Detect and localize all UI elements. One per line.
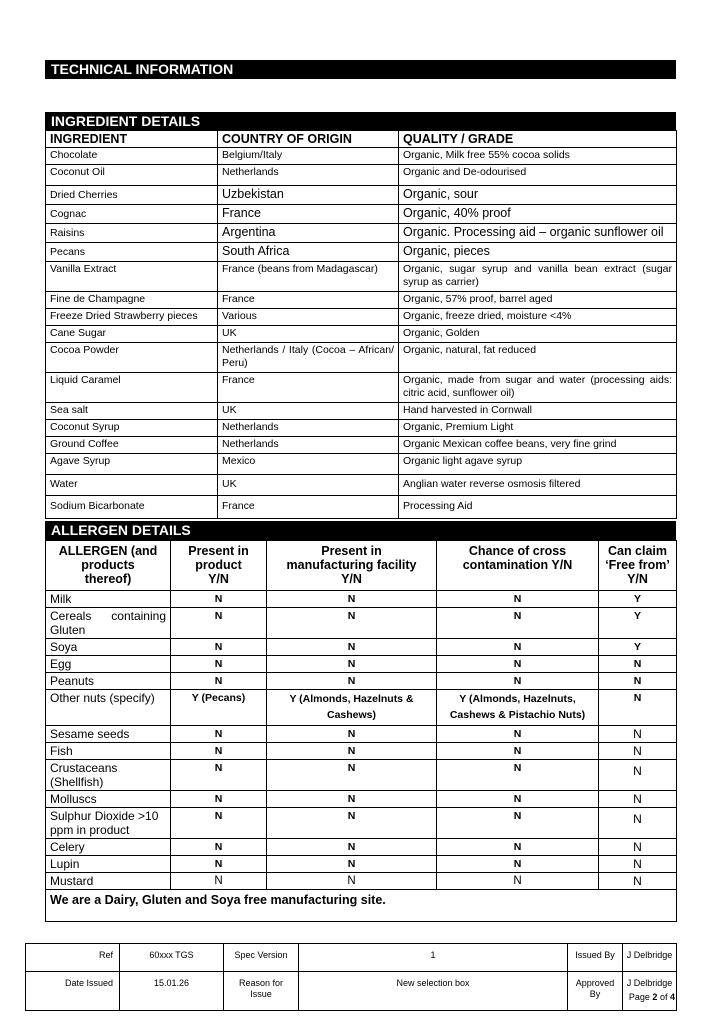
ingredient-name: Pecans [46, 243, 218, 262]
present-in-product: N [171, 591, 267, 608]
table-row [46, 656, 677, 673]
present-in-product: N [171, 808, 267, 839]
quality-grade: Hand harvested in Cornwall [399, 403, 677, 420]
ingredient-table [45, 130, 677, 519]
present-in-product: N [171, 608, 267, 639]
free-from-col-header: Can claim ‘Free from’ Y/N [599, 541, 677, 591]
cross-contamination-col-header: Chance of cross contamination Y/N [437, 541, 599, 591]
country-of-origin: UK [218, 475, 399, 496]
free-from-claim: N [599, 690, 677, 726]
allergen-name: Soya [46, 639, 171, 656]
ingredient-name: Liquid Caramel [46, 373, 218, 403]
allergen-name: Lupin [46, 856, 171, 873]
table-row [46, 403, 677, 420]
country-of-origin: South Africa [218, 243, 399, 262]
ref-label: Ref [26, 944, 120, 972]
spec-version-value: 1 [299, 944, 568, 972]
ingredient-details-header: INGREDIENT DETAILS [45, 112, 676, 131]
allergen-name: Sulphur Dioxide >10 ppm in product [46, 808, 171, 839]
approved-by-label: Approved By [568, 972, 623, 1011]
table-row [46, 343, 677, 373]
table-row [46, 743, 677, 760]
country-of-origin: France [218, 373, 399, 403]
country-of-origin: France [218, 496, 399, 519]
country-of-origin: France [218, 205, 399, 224]
present-in-product: N [171, 856, 267, 873]
table-row [46, 591, 677, 608]
quality-grade: Organic. Processing aid – organic sunflower oil [399, 224, 677, 243]
present-in-product: N [171, 656, 267, 673]
ingredient-name: Sea salt [46, 403, 218, 420]
cross-contamination: Y (Almonds, Hazelnuts, Cashews & Pistachio Nuts) [437, 690, 599, 726]
table-row [46, 165, 677, 186]
present-in-product: N [171, 791, 267, 808]
quality-grade: Organic, sour [399, 186, 677, 205]
table-row [46, 673, 677, 690]
table-row [46, 148, 677, 165]
ingredient-name: Agave Syrup [46, 454, 218, 475]
cross-contamination: N [437, 856, 599, 873]
quality-grade: Organic, 40% proof [399, 205, 677, 224]
page-number [629, 992, 675, 1002]
table-row [46, 496, 677, 519]
technical-information-header: TECHNICAL INFORMATION [45, 60, 676, 79]
ingredient-name: Coconut Syrup [46, 420, 218, 437]
ingredient-table-header-row [46, 131, 677, 148]
present-in-product: N [171, 760, 267, 791]
present-in-facility: N [267, 608, 437, 639]
country-of-origin: Netherlands / Italy (Cocoa – African/ Peru) [218, 343, 399, 373]
table-row [46, 205, 677, 224]
free-from-claim: N [599, 743, 677, 760]
present-in-facility: N [267, 656, 437, 673]
free-from-claim: N [599, 760, 677, 791]
present-in-product: Y (Pecans) [171, 690, 267, 726]
quality-grade: Organic, freeze dried, moisture <4% [399, 309, 677, 326]
allergen-name-text: Cereals containing Gluten [50, 609, 166, 637]
cross-contamination: N [437, 639, 599, 656]
document-control-row [26, 972, 677, 1011]
page-prefix: Page [628, 992, 650, 1002]
quality-grade: Organic and De-odourised [399, 165, 677, 186]
ingredient-name: Coconut Oil [46, 165, 218, 186]
cross-contamination: N [437, 726, 599, 743]
ingredient-name: Cocoa Powder [46, 343, 218, 373]
quality-grade: Organic, Milk free 55% cocoa solids [399, 148, 677, 165]
quality-col-header: QUALITY / GRADE [399, 131, 677, 148]
present-in-facility: N [267, 639, 437, 656]
country-of-origin: Belgium/Italy [218, 148, 399, 165]
allergen-table [45, 540, 677, 922]
cross-contamination: N [437, 673, 599, 690]
date-issued-value: 15.01.26 [120, 972, 224, 1011]
present-in-product-col-header: Present in product Y/N [171, 541, 267, 591]
table-row [46, 791, 677, 808]
approved-by-value: J Delbridge [623, 972, 677, 1011]
free-from-claim: N [599, 726, 677, 743]
present-in-facility: N [267, 839, 437, 856]
country-of-origin: Mexico [218, 454, 399, 475]
allergen-name: Egg [46, 656, 171, 673]
table-row [46, 454, 677, 475]
quality-grade: Organic, pieces [399, 243, 677, 262]
ingredient-name: Cane Sugar [46, 326, 218, 343]
allergen-col-header: ALLERGEN (and products thereof) [46, 541, 171, 591]
present-in-product: N [171, 873, 267, 890]
present-in-product: N [171, 839, 267, 856]
allergen-table-header-row [46, 541, 677, 591]
issued-by-value: J Delbridge [623, 944, 677, 972]
quality-grade: Organic Mexican coffee beans, very fine grind [399, 437, 677, 454]
issued-by-label: Issued By [568, 944, 623, 972]
allergen-name: Peanuts [46, 673, 171, 690]
quality-grade: Organic, natural, fat reduced [399, 343, 677, 373]
spec-version-label: Spec Version [224, 944, 299, 972]
free-from-claim: N [599, 856, 677, 873]
table-row [46, 856, 677, 873]
country-of-origin: Netherlands [218, 437, 399, 454]
present-in-facility: N [267, 591, 437, 608]
present-in-facility: Y (Almonds, Hazelnuts & Cashews) [267, 690, 437, 726]
free-from-claim: N [599, 873, 677, 890]
free-from-claim: Y [599, 639, 677, 656]
ingredient-name: Vanilla Extract [46, 262, 218, 292]
present-in-facility: N [267, 791, 437, 808]
cross-contamination: N [437, 608, 599, 639]
ingredient-name: Raisins [46, 224, 218, 243]
document-control-table [25, 943, 677, 1011]
present-in-facility: N [267, 856, 437, 873]
present-in-product: N [171, 639, 267, 656]
table-row [46, 243, 677, 262]
ingredient-name: Chocolate [46, 148, 218, 165]
table-row [46, 326, 677, 343]
cross-contamination: N [437, 591, 599, 608]
cross-contamination: N [437, 791, 599, 808]
quality-grade: Organic, 57% proof, barrel aged [399, 292, 677, 309]
ingredient-name: Dried Cherries [46, 186, 218, 205]
table-row [46, 475, 677, 496]
free-from-claim: N [599, 656, 677, 673]
ingredient-col-header: INGREDIENT [46, 131, 218, 148]
present-in-product: N [171, 726, 267, 743]
ingredient-name: Fine de Champagne [46, 292, 218, 309]
allergen-name: Other nuts (specify) [46, 690, 171, 726]
table-row [46, 808, 677, 839]
free-from-claim: N [599, 808, 677, 839]
quality-grade: Organic, Golden [399, 326, 677, 343]
table-row [46, 639, 677, 656]
table-row [46, 873, 677, 890]
cross-contamination: N [437, 656, 599, 673]
present-in-facility: N [267, 673, 437, 690]
present-in-product: N [171, 743, 267, 760]
page-current: 2 [652, 992, 658, 1002]
reason-label: Reason for Issue [224, 972, 299, 1011]
table-row [46, 839, 677, 856]
date-issued-label: Date Issued [26, 972, 120, 1011]
country-of-origin: Netherlands [218, 420, 399, 437]
cross-contamination: N [437, 839, 599, 856]
country-of-origin: UK [218, 403, 399, 420]
free-from-claim: Y [599, 608, 677, 639]
ingredient-name: Cognac [46, 205, 218, 224]
table-row [46, 292, 677, 309]
allergen-name: Milk [46, 591, 171, 608]
cross-contamination: N [437, 873, 599, 890]
country-col-header: COUNTRY OF ORIGIN [218, 131, 399, 148]
table-row [46, 420, 677, 437]
allergen-name: Celery [46, 839, 171, 856]
ingredient-name: Ground Coffee [46, 437, 218, 454]
table-row [46, 437, 677, 454]
present-in-facility: N [267, 760, 437, 791]
cross-contamination: N [437, 808, 599, 839]
free-from-claim: N [599, 791, 677, 808]
allergen-name: Molluscs [46, 791, 171, 808]
present-in-facility: N [267, 726, 437, 743]
reason-value: New selection box [299, 972, 568, 1011]
quality-grade: Organic light agave syrup [399, 454, 677, 475]
present-in-facility: N [267, 743, 437, 760]
table-row [46, 186, 677, 205]
ingredient-name: Sodium Bicarbonate [46, 496, 218, 519]
country-of-origin: UK [218, 326, 399, 343]
cross-contamination: N [437, 743, 599, 760]
table-row [46, 224, 677, 243]
country-of-origin: Netherlands [218, 165, 399, 186]
present-in-facility-col-header: Present in manufacturing facility Y/N [267, 541, 437, 591]
allergen-site-statement: We are a Dairy, Gluten and Soya free manufacturing site. [46, 890, 677, 922]
country-of-origin: Various [218, 309, 399, 326]
quality-grade: Organic, sugar syrup and vanilla bean extract (sugar syrup as carrier) [399, 262, 677, 292]
table-row [46, 262, 677, 292]
table-row [46, 690, 677, 726]
ingredient-name: Freeze Dried Strawberry pieces [46, 309, 218, 326]
country-of-origin: France (beans from Madagascar) [218, 262, 399, 292]
country-of-origin: Uzbekistan [218, 186, 399, 205]
ref-value: 60xxx TGS [120, 944, 224, 972]
table-row [46, 373, 677, 403]
quality-grade: Processing Aid [399, 496, 677, 519]
document-control-row [26, 944, 677, 972]
page-total: 4 [669, 992, 675, 1002]
free-from-claim: Y [599, 591, 677, 608]
quality-grade: Anglian water reverse osmosis filtered [399, 475, 677, 496]
allergen-details-header: ALLERGEN DETAILS [45, 521, 676, 540]
page-of: of [659, 992, 668, 1002]
present-in-product: N [171, 673, 267, 690]
table-row [46, 608, 677, 639]
quality-grade: Organic, Premium Light [399, 420, 677, 437]
country-of-origin: France [218, 292, 399, 309]
ingredient-name: Water [46, 475, 218, 496]
free-from-claim: N [599, 673, 677, 690]
present-in-facility: N [267, 808, 437, 839]
table-row [46, 760, 677, 791]
table-row [46, 309, 677, 326]
present-in-facility: N [267, 873, 437, 890]
allergen-name: Fish [46, 743, 171, 760]
quality-grade: Organic, made from sugar and water (processing aids: citric acid, sunflower oil) [399, 373, 677, 403]
allergen-footer-row [46, 890, 677, 922]
cross-contamination: N [437, 760, 599, 791]
allergen-name: Mustard [46, 873, 171, 890]
free-from-claim: N [599, 839, 677, 856]
allergen-name [46, 608, 171, 639]
table-row [46, 726, 677, 743]
allergen-name: Crustaceans (Shellfish) [46, 760, 171, 791]
allergen-name: Sesame seeds [46, 726, 171, 743]
country-of-origin: Argentina [218, 224, 399, 243]
